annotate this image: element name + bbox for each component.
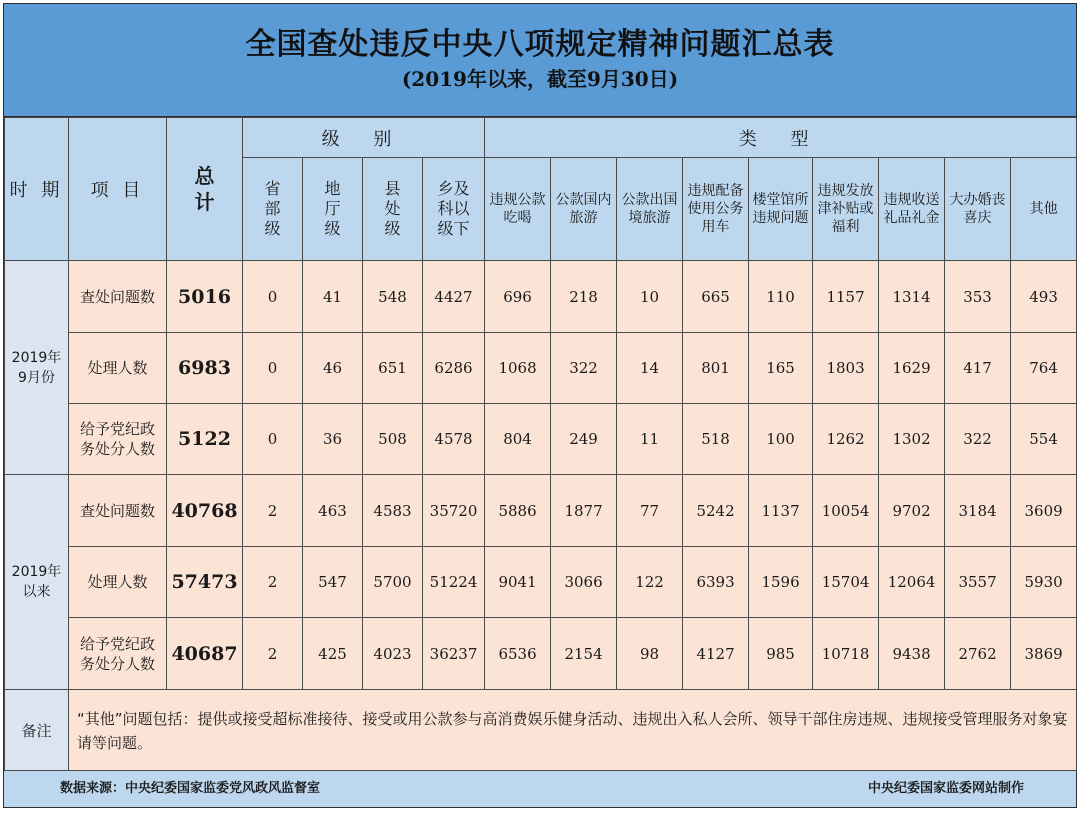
header-type-7-l2: 喜庆: [963, 210, 992, 226]
header-level-3: [423, 158, 485, 261]
header-level-3-l3: 级下: [437, 219, 470, 238]
period-cell-1: [5, 475, 69, 690]
header-level-2: [363, 158, 423, 261]
value-cell: 10: [617, 261, 683, 333]
value-cell: 165: [749, 333, 813, 404]
header-type-3-l3: 用车: [701, 219, 730, 235]
header-level-2-l3: 级: [384, 219, 401, 238]
period-line1: 2019年: [11, 564, 62, 580]
note-label: 备注: [5, 690, 69, 772]
value-cell: 1596: [749, 547, 813, 618]
header-type-0-l2: 吃喝: [503, 210, 532, 226]
value-cell: 36237: [423, 618, 485, 690]
value-cell: 1803: [813, 333, 879, 404]
total-cell: 6983: [167, 333, 243, 404]
value-cell: 985: [749, 618, 813, 690]
value-cell: 4578: [423, 404, 485, 475]
header-type-0: [485, 158, 551, 261]
value-cell: 417: [945, 333, 1011, 404]
period-cell-0: [5, 261, 69, 475]
value-cell: 4127: [683, 618, 749, 690]
value-cell: 10054: [813, 475, 879, 547]
item-cell: [69, 547, 167, 618]
header-type-6-l2: 礼品礼金: [883, 210, 940, 226]
value-cell: 3869: [1011, 618, 1077, 690]
value-cell: 46: [303, 333, 363, 404]
summary-table: [4, 117, 1077, 772]
value-cell: 100: [749, 404, 813, 475]
period-line2: 以来: [22, 584, 51, 600]
header-type-4-l1: 楼堂馆所: [752, 192, 809, 208]
value-cell: 0: [243, 333, 303, 404]
item-cell: [69, 333, 167, 404]
note-text: “其他”问题包括：提供或接受超标准接待、接受或用公款参与高消费娱乐健身活动、违规出入私人会所、领导干部住房违规、违规接受管理服务对象宴请等问题。: [69, 690, 1077, 772]
value-cell: 11: [617, 404, 683, 475]
header-type-5-l1: 违规发放: [817, 183, 874, 199]
item-cell: [69, 404, 167, 475]
total-cell: 40687: [167, 618, 243, 690]
value-cell: 764: [1011, 333, 1077, 404]
value-cell: 1629: [879, 333, 945, 404]
value-cell: 3066: [551, 547, 617, 618]
header-level-0-l2: 部: [264, 199, 281, 218]
value-cell: 463: [303, 475, 363, 547]
value-cell: 425: [303, 618, 363, 690]
header-type-5-l2: 津补贴或: [817, 201, 874, 217]
title-banner: [4, 4, 1076, 117]
value-cell: 6536: [485, 618, 551, 690]
table-row: [5, 333, 1077, 404]
header-type-1-l1: 公款国内: [555, 192, 612, 208]
value-cell: 98: [617, 618, 683, 690]
total-cell: 5016: [167, 261, 243, 333]
value-cell: 1262: [813, 404, 879, 475]
page-title: 全国查处违反中央八项规定精神问题汇总表: [245, 27, 835, 62]
item-line1: 给予党纪政: [79, 420, 155, 438]
item-line1: 查处问题数: [79, 501, 155, 520]
header-type-8-l1: 其他: [1029, 201, 1058, 217]
value-cell: 5242: [683, 475, 749, 547]
producer-credit: 中央纪委国家监委网站制作: [867, 781, 1024, 796]
item-line2: 务处分人数: [79, 440, 155, 458]
header-type-6: [879, 158, 945, 261]
header-item: 项 目: [69, 118, 167, 261]
value-cell: 2154: [551, 618, 617, 690]
value-cell: 12064: [879, 547, 945, 618]
value-cell: 801: [683, 333, 749, 404]
value-cell: 2762: [945, 618, 1011, 690]
value-cell: 2: [243, 547, 303, 618]
item-cell: [69, 618, 167, 690]
header-type-7: [945, 158, 1011, 261]
header-level-3-l1: 乡及: [437, 179, 470, 198]
header-type-1: [551, 158, 617, 261]
header-level-1-l3: 级: [324, 219, 341, 238]
header-level-group: 级 别: [243, 118, 485, 158]
header-type-7-l1: 大办婚丧: [949, 192, 1006, 208]
table-row: [5, 547, 1077, 618]
total-cell: 57473: [167, 547, 243, 618]
value-cell: 3557: [945, 547, 1011, 618]
table-row: [5, 261, 1077, 333]
value-cell: 15704: [813, 547, 879, 618]
value-cell: 493: [1011, 261, 1077, 333]
value-cell: 110: [749, 261, 813, 333]
value-cell: 3184: [945, 475, 1011, 547]
header-level-0-l3: 级: [264, 219, 281, 238]
header-level-0-l1: 省: [264, 179, 281, 198]
value-cell: 3609: [1011, 475, 1077, 547]
value-cell: 77: [617, 475, 683, 547]
period-line2: 9月份: [18, 369, 55, 386]
value-cell: 4427: [423, 261, 485, 333]
value-cell: 665: [683, 261, 749, 333]
value-cell: 1137: [749, 475, 813, 547]
value-cell: 1877: [551, 475, 617, 547]
value-cell: 1314: [879, 261, 945, 333]
value-cell: 5930: [1011, 547, 1077, 618]
value-cell: 122: [617, 547, 683, 618]
value-cell: 518: [683, 404, 749, 475]
header-type-4: [749, 158, 813, 261]
header-total-line2: 计: [194, 190, 215, 214]
header-type-3: [683, 158, 749, 261]
value-cell: 9702: [879, 475, 945, 547]
value-cell: 1157: [813, 261, 879, 333]
value-cell: 10718: [813, 618, 879, 690]
value-cell: 5700: [363, 547, 423, 618]
header-type-2: [617, 158, 683, 261]
value-cell: 14: [617, 333, 683, 404]
value-cell: 1302: [879, 404, 945, 475]
item-line1: 处理人数: [87, 573, 148, 591]
value-cell: 651: [363, 333, 423, 404]
footer-bar: [4, 770, 1076, 807]
value-cell: 2: [243, 618, 303, 690]
value-cell: 4583: [363, 475, 423, 547]
page-subtitle: (2019年以来，截至9月30日): [401, 67, 679, 91]
header-level-1-l2: 厅: [324, 199, 341, 218]
header-type-3-l2: 使用公务: [687, 201, 744, 217]
header-period: 时 期: [5, 118, 69, 261]
item-line1: 给予党纪政: [79, 634, 155, 653]
data-source: 数据来源：中央纪委国家监委党风政风监督室: [60, 781, 321, 796]
item-line2: 务处分人数: [79, 654, 155, 673]
item-line1: 查处问题数: [79, 287, 155, 306]
value-cell: 0: [243, 404, 303, 475]
value-cell: 6393: [683, 547, 749, 618]
value-cell: 36: [303, 404, 363, 475]
value-cell: 547: [303, 547, 363, 618]
item-cell: [69, 475, 167, 547]
value-cell: 2: [243, 475, 303, 547]
value-cell: 508: [363, 404, 423, 475]
value-cell: 218: [551, 261, 617, 333]
header-type-group: 类 型: [485, 118, 1077, 158]
header-type-5: [813, 158, 879, 261]
value-cell: 9438: [879, 618, 945, 690]
value-cell: 249: [551, 404, 617, 475]
value-cell: 51224: [423, 547, 485, 618]
period-line1: 2019年: [11, 349, 62, 366]
header-type-8: [1011, 158, 1077, 261]
header-type-5-l3: 福利: [831, 219, 860, 235]
header-level-3-l2: 科以: [437, 199, 470, 218]
value-cell: 41: [303, 261, 363, 333]
header-type-4-l2: 违规问题: [752, 210, 809, 226]
table-row: [5, 475, 1077, 547]
item-cell: [69, 261, 167, 333]
total-cell: 40768: [167, 475, 243, 547]
header-type-1-l2: 旅游: [569, 210, 598, 226]
value-cell: 35720: [423, 475, 485, 547]
table-body: [5, 261, 1077, 690]
item-line1: 处理人数: [87, 359, 148, 377]
header-type-3-l1: 违规配备: [687, 183, 744, 199]
table-row: [5, 618, 1077, 690]
header-level-2-l1: 县: [384, 179, 401, 198]
total-cell: 5122: [167, 404, 243, 475]
value-cell: 322: [945, 404, 1011, 475]
value-cell: 6286: [423, 333, 485, 404]
value-cell: 353: [945, 261, 1011, 333]
value-cell: 9041: [485, 547, 551, 618]
header-type-2-l2: 境旅游: [628, 210, 671, 226]
header-level-2-l2: 处: [384, 199, 401, 218]
header-total-line1: 总: [194, 164, 215, 188]
value-cell: 5886: [485, 475, 551, 547]
header-type-0-l1: 违规公款: [489, 192, 546, 208]
value-cell: 548: [363, 261, 423, 333]
value-cell: 1068: [485, 333, 551, 404]
header-type-6-l1: 违规收送: [883, 192, 940, 208]
summary-sheet: [3, 3, 1077, 808]
header-type-2-l1: 公款出国: [621, 192, 678, 208]
value-cell: 0: [243, 261, 303, 333]
header-total: [167, 118, 243, 261]
value-cell: 4023: [363, 618, 423, 690]
header-level-1: [303, 158, 363, 261]
value-cell: 554: [1011, 404, 1077, 475]
value-cell: 322: [551, 333, 617, 404]
value-cell: 804: [485, 404, 551, 475]
header-level-0: [243, 158, 303, 261]
header-level-1-l1: 地: [324, 179, 341, 198]
value-cell: 696: [485, 261, 551, 333]
table-row: [5, 404, 1077, 475]
